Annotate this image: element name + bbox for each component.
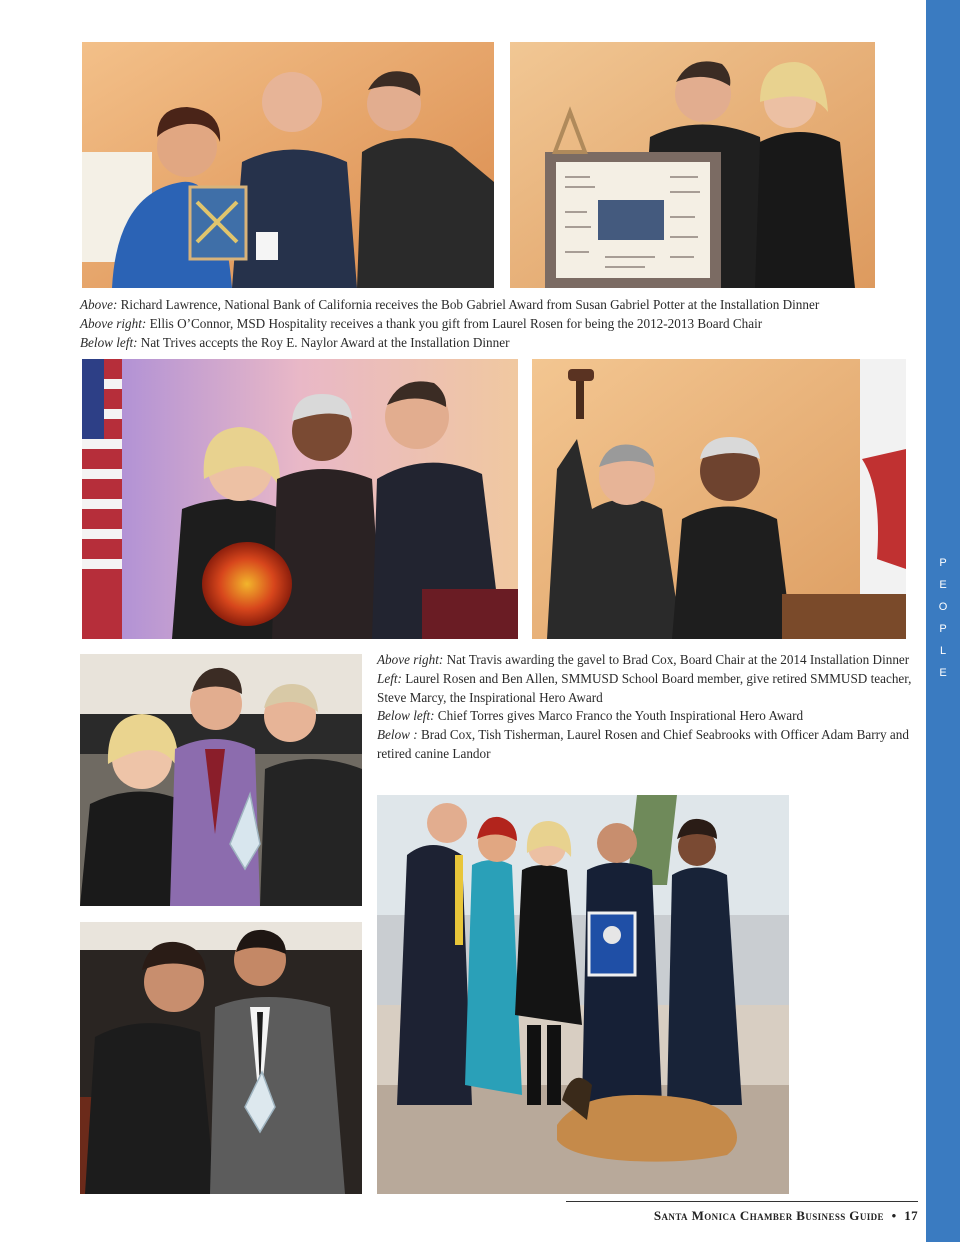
footer-separator: •	[891, 1208, 897, 1223]
caption-line: Above right: Nat Travis awarding the gavel to Brad Cox, Board Chair at the 2014 Installation Dinner	[377, 652, 910, 667]
photo-police-group-canine	[377, 795, 789, 1194]
photo-inspirational-hero-award	[80, 654, 362, 906]
page-footer	[654, 1208, 918, 1224]
photo-bob-gabriel-award	[82, 42, 494, 288]
caption-line: Below left: Chief Torres gives Marco Franco the Youth Inspirational Hero Award	[377, 708, 804, 724]
caption-line: Above: Richard Lawrence, National Bank of California receives the Bob Gabriel Award from Susan Gabriel Potter at the Installation Dinner	[80, 297, 820, 312]
caption-top	[80, 296, 880, 352]
photo-youth-hero-award	[80, 922, 362, 1194]
footer-rule	[566, 1201, 918, 1202]
photo-board-chair-gift	[510, 42, 875, 288]
caption-line: Above right: Ellis O’Connor, MSD Hospitality receives a thank you gift from Laurel Rosen for being the 2012-2013 Board Chair	[80, 315, 763, 331]
caption-line: Below : Brad Cox, Tish Tisherman, Laurel Rosen and Chief Seabrooks with Officer Adam Barry and retired canine Landor	[377, 727, 909, 761]
page-number: 17	[904, 1208, 918, 1223]
photo-gavel-handoff	[532, 359, 906, 639]
publication-title: Santa Monica Chamber Business Guide	[653, 1208, 884, 1223]
section-label-people: P E O P L E	[938, 557, 948, 679]
photo-roy-naylor-award	[82, 359, 518, 639]
caption-mid	[377, 651, 917, 764]
caption-line: Below left: Nat Trives accepts the Roy E. Naylor Award at the Installation Dinner	[80, 334, 510, 350]
caption-line: Left: Laurel Rosen and Ben Allen, SMMUSD School Board member, give retired SMMUSD teacher, Steve Marcy, the Inspirational Hero Award	[377, 670, 912, 705]
